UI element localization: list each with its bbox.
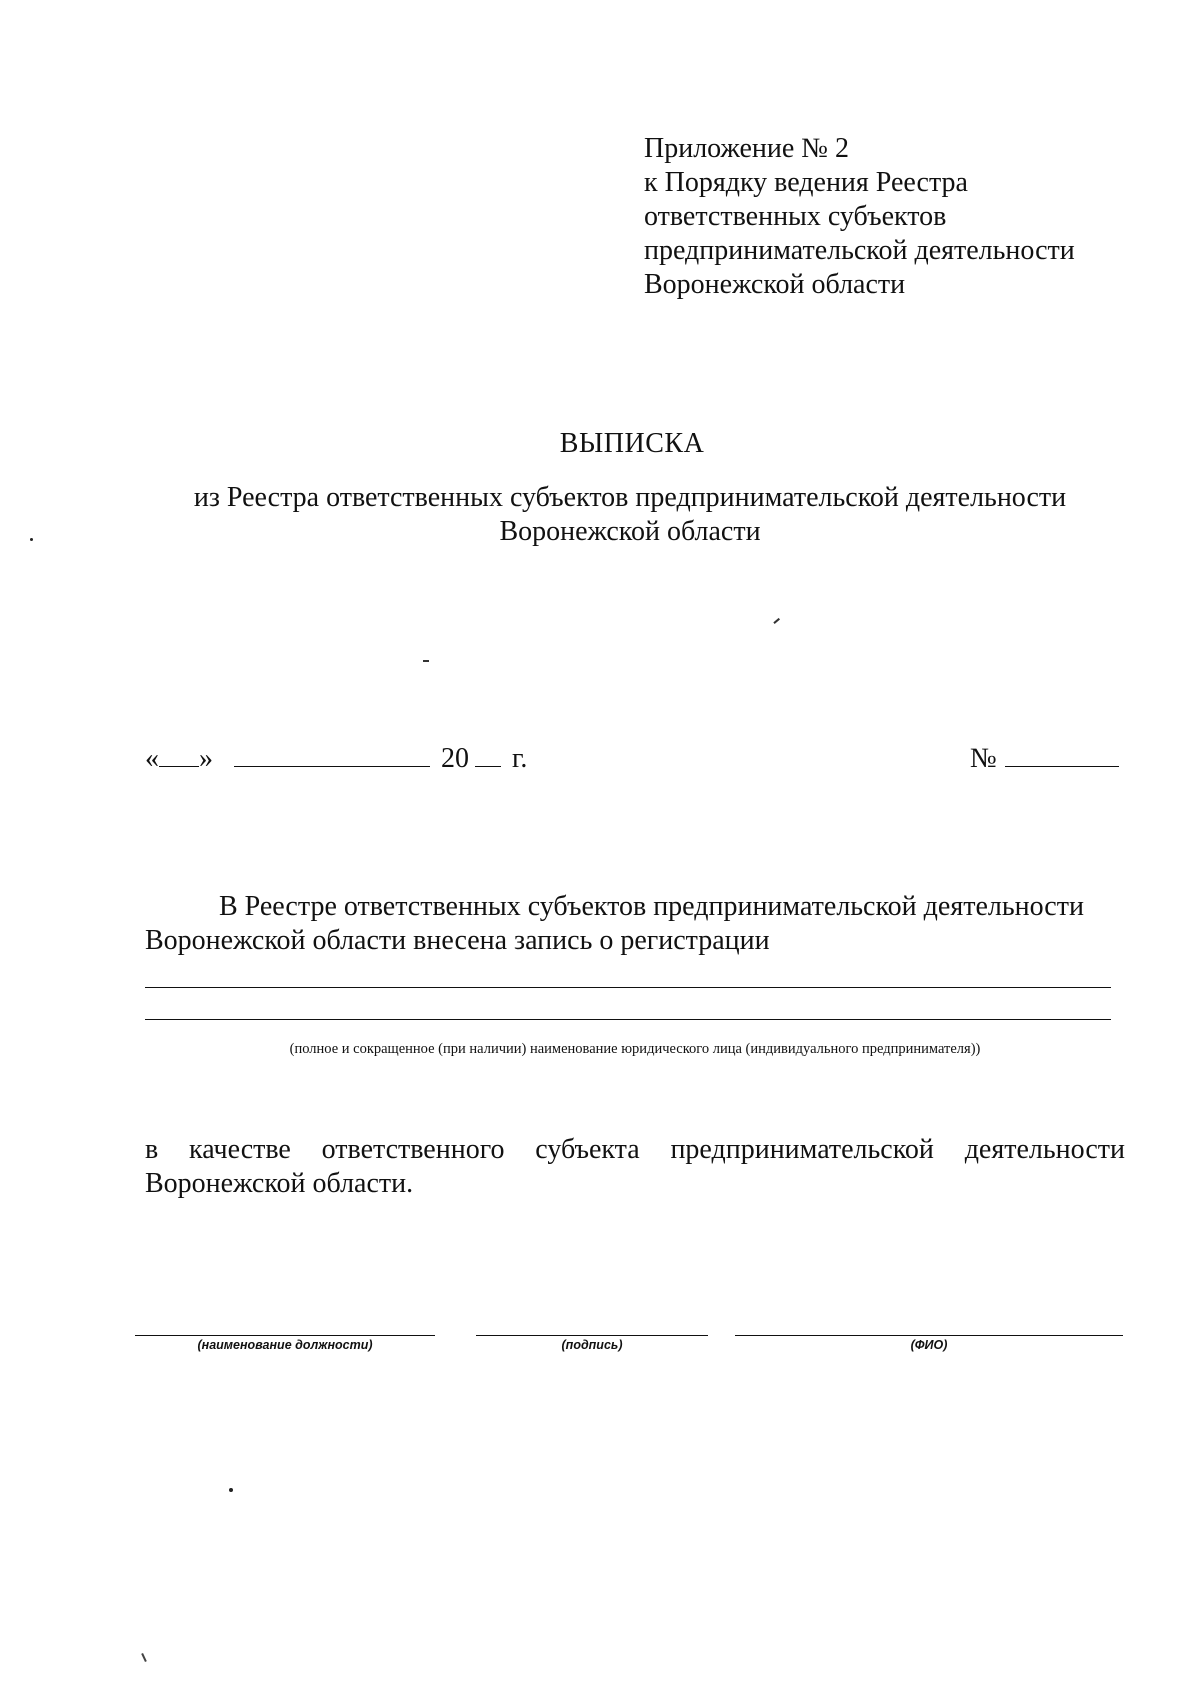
appendix-header [644, 132, 1164, 302]
year-prefix: 20 [441, 743, 469, 774]
entity-name-caption: (полное и сокращенное (при наличии) наименование юридического лица (индивидуального предпринимателя)) [289, 1041, 981, 1057]
paragraph-line: Воронежской области внесена запись о регистрации [145, 925, 770, 956]
status-paragraph [145, 1133, 1125, 1201]
justified-line [145, 1133, 1125, 1167]
scan-speck [423, 660, 429, 662]
open-quote: « [145, 743, 159, 774]
word: качестве [189, 1134, 291, 1165]
year-blank [475, 738, 501, 767]
document-title: ВЫПИСКА [559, 428, 705, 459]
number-line [970, 738, 1119, 775]
word: субъекта [535, 1134, 640, 1165]
year-suffix: г. [512, 743, 528, 774]
appendix-line: к Порядку ведения Реестра [644, 167, 968, 198]
word: деятельности [964, 1134, 1125, 1165]
position-signature-line [135, 1335, 435, 1336]
word: предпринимательской [670, 1134, 934, 1165]
scan-speck [773, 618, 779, 624]
date-line [145, 738, 527, 775]
word: в [145, 1134, 159, 1165]
number-sign: № [970, 743, 997, 774]
appendix-line: ответственных субъектов [644, 201, 947, 232]
word: ответственного [321, 1134, 505, 1165]
name-caption: (ФИО) [910, 1338, 948, 1352]
signature-caption: (подпись) [561, 1338, 623, 1352]
scan-speck [30, 538, 33, 541]
scan-speck [141, 1653, 147, 1662]
paragraph-line: Воронежской области. [145, 1168, 414, 1199]
scan-speck [229, 1488, 233, 1492]
subtitle-line: Воронежской области [499, 516, 761, 547]
appendix-line: предпринимательской деятельности [644, 235, 1075, 266]
appendix-line: Воронежской области [644, 269, 906, 300]
registration-paragraph [145, 890, 1125, 958]
day-blank [159, 738, 199, 767]
signature-line [476, 1335, 708, 1336]
month-blank [234, 738, 430, 767]
subtitle-line: из Реестра ответственных субъектов предпринимательской деятельности [193, 482, 1067, 513]
name-signature-line [735, 1335, 1123, 1336]
entity-name-blank-1 [145, 987, 1111, 988]
position-caption: (наименование должности) [197, 1338, 373, 1352]
close-quote: » [199, 743, 213, 774]
appendix-line: Приложение № 2 [644, 133, 849, 164]
entity-name-blank-2 [145, 1019, 1111, 1020]
number-blank [1005, 738, 1119, 767]
paragraph-line: В Реестре ответственных субъектов предпринимательской деятельности [219, 891, 1084, 922]
document-subtitle [180, 481, 1080, 549]
